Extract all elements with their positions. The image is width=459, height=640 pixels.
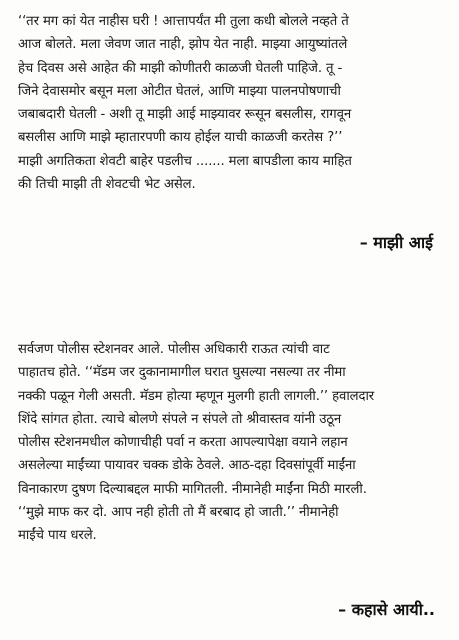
text-line: हेच दिवस असे आहेत की माझी कोणीतरी काळजी घेतली पाहिजे. तू - [18,60,343,76]
text-line: ‘‘तर मग कां येत नाहीस घरी ! आत्तापर्यंत मी तुला कधी बोलले नव्हते ते [18,14,349,29]
text-line: आज बोलते. मला जेवण जात नाही, झोप येत नाही. माझ्या आयुष्यांतले [18,37,348,53]
passage-kahase-aayi [18,338,444,548]
text-line: माझी अगतिकता शेवटी बाहेर पडलीच ....... मला बापडीला काय माहित [18,153,352,169]
text-line: बसलीस आणि माझे म्हातारपणी काय होईल याची काळजी करतेस ?’’ [18,130,343,146]
text-line: पाहातच होते. ‘‘मॅडम जर दुकानामागील घरात घुसल्या नसल्या तर नीमा [18,365,346,381]
text-line: विनाकारण दुषण दिल्याबद्दल माफी मागितली. नीमानेही माईंना मिठी मारली. [18,481,367,497]
passage-mazhi-aai [18,10,444,196]
text-line: शिंदे सांगत होता. त्याचे बोलणे संपले न संपले तो श्रीवास्तव यांनी उठून [18,411,342,427]
text-line: की तिची माझी ती शेवटची भेट असेल. [18,177,196,193]
text-line: सर्वजण पोलीस स्टेशनवर आले. पोलीस अधिकारी राऊत त्यांची वाट [18,342,330,357]
text-line: ‘‘मुझे माफ कर दो. आप नही होती तो मैं बरबाद हो जाती.’’ नीमानेही [18,505,339,521]
text-line: माईंचे पाय धरले. [18,528,97,544]
text-line: जिने देवासमोर बसून मला ओटीत घेतलं, आणि माझ्या पालनपोषणाची [18,83,341,99]
passage-signature: – माझी आई [359,233,433,252]
text-line: नक्की पळून गेली असती. मॅडम होत्या म्हणून मुलगी हाती लागली.’’ हवालदार [18,388,375,404]
passage-signature: – कहासे आयी.. [338,600,435,619]
text-line: असलेल्या माईंच्या पायावर चक्क डोके ठेवले. आठ-दहा दिवसांपूर्वी माईंना [18,458,356,474]
text-line: पोलीस स्टेशनमधील कोणाचीही पर्वा न करता आपल्यापेक्षा वयाने लहान [18,435,348,451]
text-line: जबाबदारी घेतली - अशी तू माझी आई माझ्यावर रूसून बसलीस, रागवून [18,107,352,123]
